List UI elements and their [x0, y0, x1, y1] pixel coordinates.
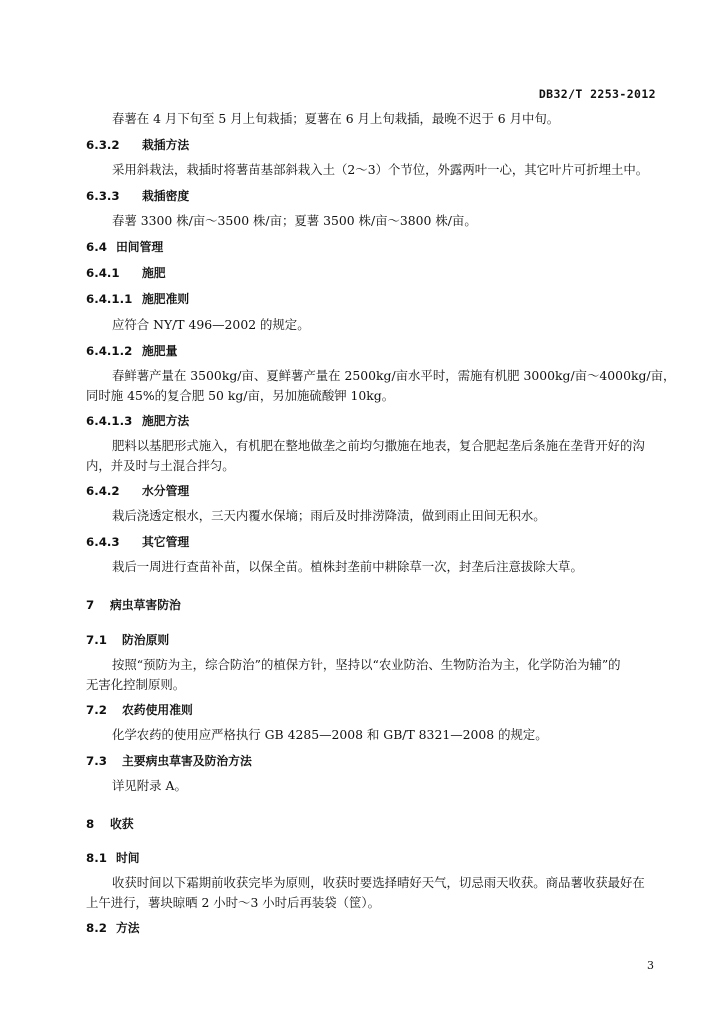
- heading-6-4-1-3: [86, 413, 189, 429]
- section-number: 6.4.1: [86, 266, 120, 280]
- heading-7-2: [86, 702, 193, 718]
- heading-6-3-2: [86, 137, 189, 153]
- heading-7-1: [86, 632, 169, 648]
- page-number: 3: [647, 959, 654, 972]
- section-title: 农药使用准则: [122, 703, 193, 717]
- heading-6-4-3: [86, 534, 189, 550]
- heading-6-4-1: [86, 265, 166, 281]
- section-title: 病虫草害防治: [110, 598, 181, 612]
- section-title: 施肥: [142, 266, 166, 280]
- heading-6-4: [86, 239, 163, 255]
- paragraph-fertilizer-amount-line2: 同时施 45%的复合肥 50 kg/亩，另加施硫酸钾 10kg。: [86, 388, 395, 403]
- section-title: 施肥准则: [142, 292, 190, 306]
- section-number: 6.3.3: [86, 189, 120, 203]
- section-number: 8.2: [86, 921, 107, 935]
- section-number: 7.3: [86, 754, 107, 768]
- paragraph-harvest-time-line1: 收获时间以下霜期前收获完毕为原则，收获时要选择晴好天气，切忌雨天收获。商品薯收获最好在: [112, 875, 645, 890]
- section-title: 主要病虫草害及防治方法: [122, 754, 252, 768]
- heading-7-3: [86, 753, 252, 769]
- paragraph-fertilizer-amount-line1: 春鲜薯产量在 3500kg/亩、夏鲜薯产量在 2500kg/亩水平时，需施有机肥 3000kg/亩～4000kg/亩，: [112, 368, 676, 383]
- paragraph-see-appendix: 详见附录 A。: [112, 778, 187, 793]
- section-title: 方法: [116, 921, 140, 935]
- paragraph-harvest-time-line2: 上午进行，薯块晾晒 2 小时～3 小时后再装袋（筐）。: [86, 895, 380, 910]
- section-number: 6.4.1.2: [86, 344, 133, 358]
- section-title: 田间管理: [116, 240, 164, 254]
- section-title: 时间: [116, 851, 140, 865]
- section-number: 6.4.1.3: [86, 414, 133, 428]
- section-title: 水分管理: [142, 484, 190, 498]
- heading-8-1: [86, 850, 140, 866]
- heading-8-2: [86, 920, 140, 936]
- section-title: 栽插密度: [142, 189, 190, 203]
- paragraph-planting-method: 采用斜栽法，栽插时将薯苗基部斜栽入土（2～3）个节位，外露两叶一心，其它叶片可折埋土中。: [112, 162, 649, 177]
- paragraph-fertilizer-method-line1: 肥料以基肥形式施入，有机肥在整地做垄之前均匀撒施在地表，复合肥起垄后条施在垄背开好的沟: [112, 438, 645, 453]
- section-title: 收获: [110, 817, 134, 831]
- section-number: 6.4.3: [86, 535, 120, 549]
- section-title: 施肥量: [142, 344, 178, 358]
- section-number: 6.4.2: [86, 484, 120, 498]
- section-number: 6.4.1.1: [86, 292, 133, 306]
- section-title: 施肥方法: [142, 414, 190, 428]
- section-number: 6.4: [86, 240, 107, 254]
- section-title: 栽插方法: [142, 138, 190, 152]
- section-number: 8: [86, 817, 95, 831]
- paragraph-other-management: 栽后一周进行查苗补苗，以保全苗。植株封垄前中耕除草一次，封垄后注意拔除大草。: [112, 559, 583, 574]
- paragraph-planting-density: 春薯 3300 株/亩～3500 株/亩；夏薯 3500 株/亩～3800 株/亩。: [112, 213, 477, 228]
- heading-6-4-2: [86, 483, 189, 499]
- paragraph-water-management: 栽后浇透定根水，三天内覆水保墒；雨后及时排涝降渍，做到雨止田间无积水。: [112, 508, 546, 523]
- heading-6-3-3: [86, 188, 189, 204]
- heading-6-4-1-2: [86, 343, 177, 359]
- heading-8: [86, 816, 134, 832]
- paragraph-pesticide-criteria: 化学农药的使用应严格执行 GB 4285—2008 和 GB/T 8321—2008 的规定。: [112, 727, 548, 742]
- paragraph-control-principle-line2: 无害化控制原则。: [86, 677, 186, 692]
- section-title: 其它管理: [142, 535, 190, 549]
- section-number: 7.1: [86, 633, 107, 647]
- paragraph-fertilization-criteria: 应符合 NY/T 496—2002 的规定。: [112, 317, 310, 332]
- document-code-header: DB32/T 2253-2012: [538, 87, 656, 101]
- section-number: 7: [86, 598, 95, 612]
- heading-6-4-1-1: [86, 291, 189, 307]
- heading-7: [86, 597, 181, 613]
- section-number: 6.3.2: [86, 138, 120, 152]
- section-number: 8.1: [86, 851, 107, 865]
- paragraph-fertilizer-method-line2: 内，并及时与土混合拌匀。: [86, 458, 235, 473]
- paragraph-control-principle-line1: 按照“预防为主，综合防治”的植保方针，坚持以“农业防治、生物防治为主，化学防治为辅”的: [112, 657, 621, 672]
- section-number: 7.2: [86, 703, 107, 717]
- paragraph-planting-time: 春薯在 4 月下旬至 5 月上旬栽插；夏薯在 6 月上旬栽插，最晚不迟于 6 月中旬。: [112, 111, 560, 126]
- section-title: 防治原则: [122, 633, 170, 647]
